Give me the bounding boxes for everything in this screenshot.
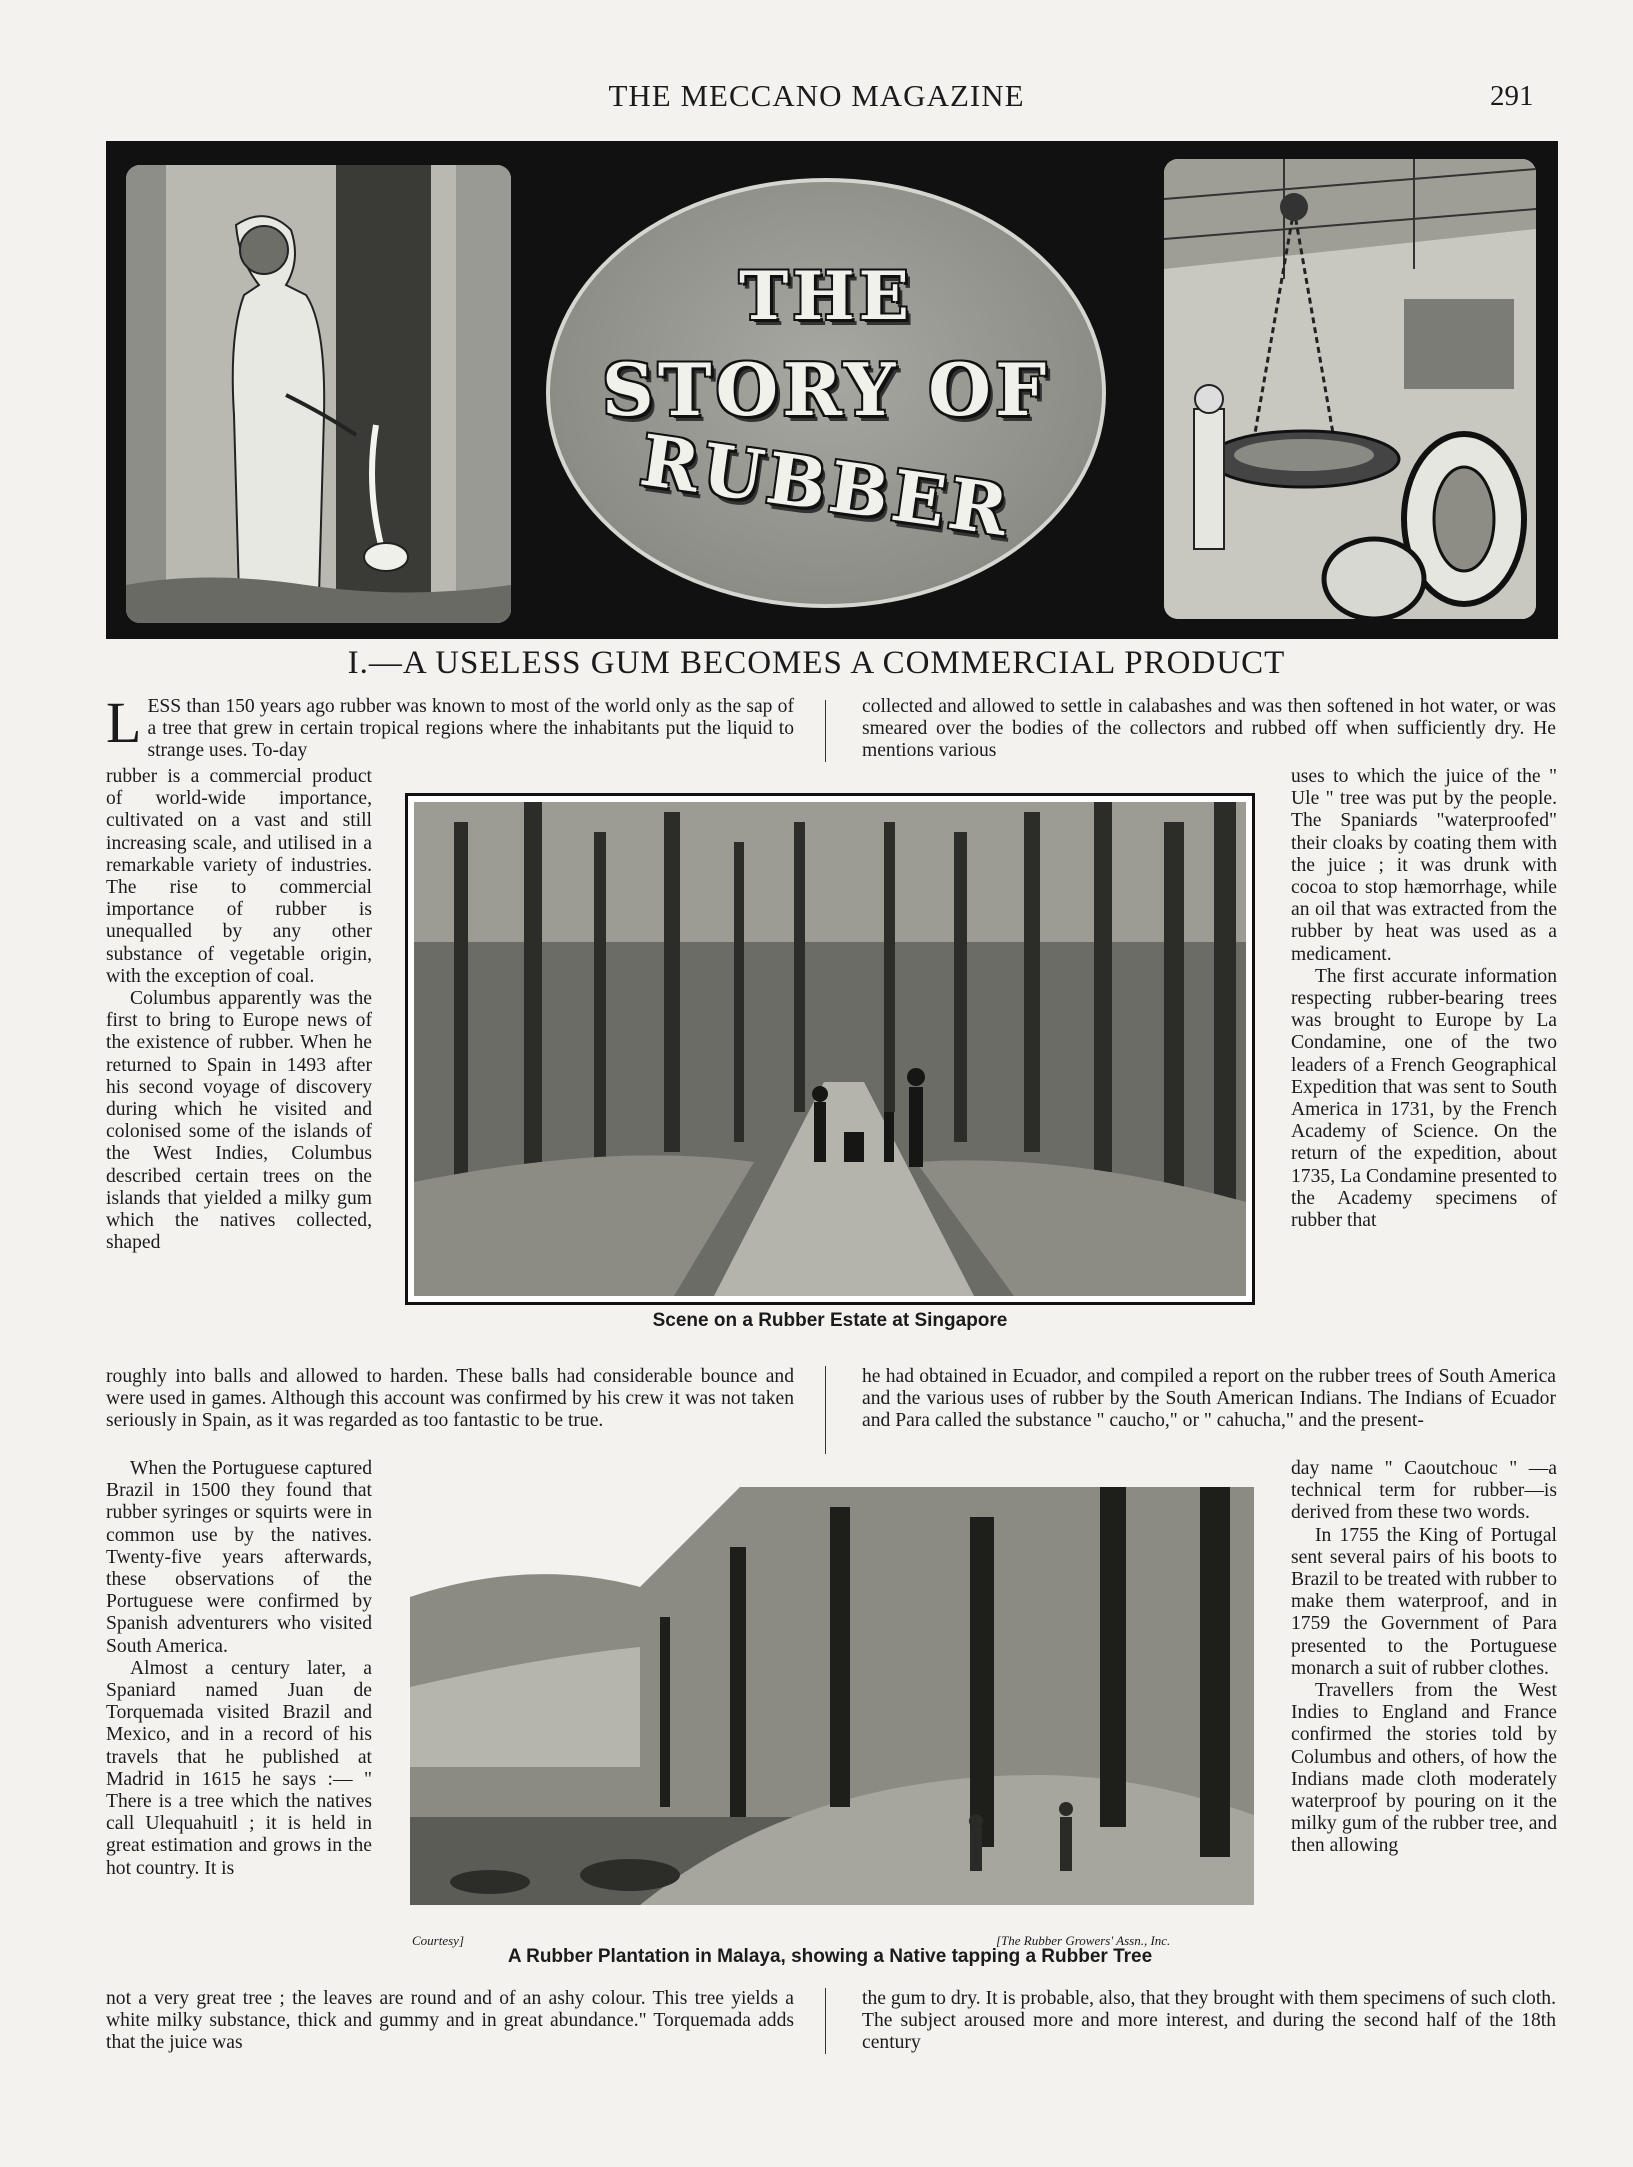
right-para-1: uses to which the juice of the " Ule " tree was put by the people. The Spaniards "waterproofed" their cloaks by coating them with the juice ; it was drunk with cocoa to stop hæmorrhage, while an oil that was extracted from the rubber by heat was used as a medicament. bbox=[1291, 766, 1557, 965]
right-column-block-1 bbox=[1291, 766, 1557, 1232]
right-para-3: day name " Caoutchouc " —a technical term for rubber—is derived from these two words. bbox=[1291, 1458, 1557, 1524]
left-para-1: rubber is a commercial product of world-wide importance, cultivated on a vast and still increasing scale, and utilised in a remarkable variety of industries. The rise to commercial importance of rubber is unequalled by any other substance of vegetable origin, with the exception of coal. bbox=[106, 766, 372, 987]
left-para-4-cont: not a very great tree ; the leaves are round and of an ashy colour. This tree yields a white milky substance, thick and gummy and in great abundance." Torquemada adds that the juice was bbox=[106, 1988, 794, 2054]
drop-cap: L bbox=[106, 690, 142, 755]
right-para-5-cont: the gum to dry. It is probable, also, that they brought with them specimens of such cloth. The subject aroused more and more interest, and during the second half of the 18th century bbox=[862, 1988, 1556, 2054]
photo-credit-right: [The Rubber Growers' Assn., Inc. bbox=[996, 1933, 1171, 1948]
left-para-2: Columbus apparently was the first to bring to Europe news of the existence of rubber. When he returned to Spain in 1493 after his second voyage of discovery during which he visited and colonised some of the islands of the West Indies, Columbus described certain trees on the islands that yielded a milky gum which the natives collected, shaped bbox=[106, 988, 372, 1254]
title-banner bbox=[106, 141, 1558, 639]
rubber-plantation-photo bbox=[410, 1487, 1254, 1905]
left-para-2-cont: roughly into balls and allowed to harden. These balls had considerable bounce and were used in games. Although this account was confirmed by his crew it was not taken seriously in Spain, as it was regarded as too fantastic to be true. bbox=[106, 1366, 794, 1432]
page-number: 291 bbox=[1490, 80, 1534, 112]
left-column-block-1 bbox=[106, 766, 372, 1254]
rubber-estate-photo bbox=[405, 793, 1255, 1305]
rubber-tapper-illustration bbox=[126, 165, 511, 623]
photo-credit-left: Courtesy] bbox=[412, 1933, 464, 1948]
rubber-estate-caption: Scene on a Rubber Estate at Singapore bbox=[652, 1310, 1008, 1331]
right-text-top: collected and allowed to settle in calabashes and was then softened in hot water, or was smeared over the bodies of the collectors and rubbed off when sufficiently dry. He mentions various bbox=[862, 696, 1556, 762]
title-line-3: RUBBER bbox=[635, 418, 1017, 553]
magazine-title: THE MECCANO MAGAZINE bbox=[608, 78, 1025, 113]
right-continuation-2 bbox=[862, 1988, 1556, 2055]
rubber-plantation-caption: A Rubber Plantation in Malaya, showing a Native tapping a Rubber Tree bbox=[507, 1946, 1153, 1967]
left-column-block-2 bbox=[106, 1458, 372, 1880]
column-rule-2 bbox=[825, 1366, 826, 1454]
right-para-5: Travellers from the West Indies to England and France confirmed the stories told by Columbus and others, of how the Indians made cloth moderately waterproof by pouring on it the milky gum of the rubber tree, and then allowing bbox=[1291, 1680, 1557, 1857]
title-line-1: THE bbox=[739, 257, 913, 335]
title-oval bbox=[546, 178, 1106, 608]
left-para-4: Almost a century later, a Spaniard named Juan de Torquemada visited Brazil and Mexico, and in a record of his travels that he published at Madrid in 1615 he says :— " There is a tree which the natives call Ulequahuitl ; it is held in great estimation and grows in the hot country. It is bbox=[106, 1657, 372, 1879]
right-para-4: In 1755 the King of Portugal sent several pairs of his boots to Brazil to be treated with rubber to make them waterproof, and in 1759 the Government of Para presented to the Portuguese monarch a suit of rubber clothes. bbox=[1291, 1524, 1557, 1679]
intro-paragraph-top bbox=[106, 690, 794, 763]
right-column-top bbox=[862, 696, 1556, 763]
column-rule-1 bbox=[825, 700, 826, 762]
right-continuation-1 bbox=[862, 1366, 1556, 1433]
column-rule-3 bbox=[825, 1988, 826, 2054]
right-column-block-2 bbox=[1291, 1458, 1557, 1858]
article-subtitle: I.—A USELESS GUM BECOMES A COMMERCIAL PRODUCT bbox=[347, 645, 1286, 681]
left-para-3: When the Portuguese captured Brazil in 1500 they found that rubber syringes or squirts were in common use by the natives. Twenty-five years afterwards, these observations of the Portuguese were confirmed by Spanish adventurers who visited South America. bbox=[106, 1458, 372, 1657]
intro-text-top: ESS than 150 years ago rubber was known to most of the world only as the sap of a tree that grew in certain tropical regions where the inhabitants put the liquid to strange uses. To-day bbox=[147, 696, 794, 762]
title-line-2: STORY OF bbox=[601, 347, 1051, 432]
factory-illustration bbox=[1164, 159, 1536, 619]
right-para-2: The first accurate information respecting rubber-bearing trees was brought to Europe by La Condamine, one of the two leaders of a French Geographical Expedition that was sent to South America in 1731, by the French Academy of Science. On the return of the expedition, about 1735, La Condamine presented to the Academy specimens of rubber that bbox=[1291, 965, 1557, 1232]
left-continuation-1 bbox=[106, 1366, 794, 1433]
left-continuation-2 bbox=[106, 1988, 794, 2055]
right-para-2-cont: he had obtained in Ecuador, and compiled a report on the rubber trees of South America and the various uses of rubber by the South American Indians. The Indians of Ecuador and Para called the substance " caucho," or " cahucha," and the present- bbox=[862, 1366, 1556, 1432]
